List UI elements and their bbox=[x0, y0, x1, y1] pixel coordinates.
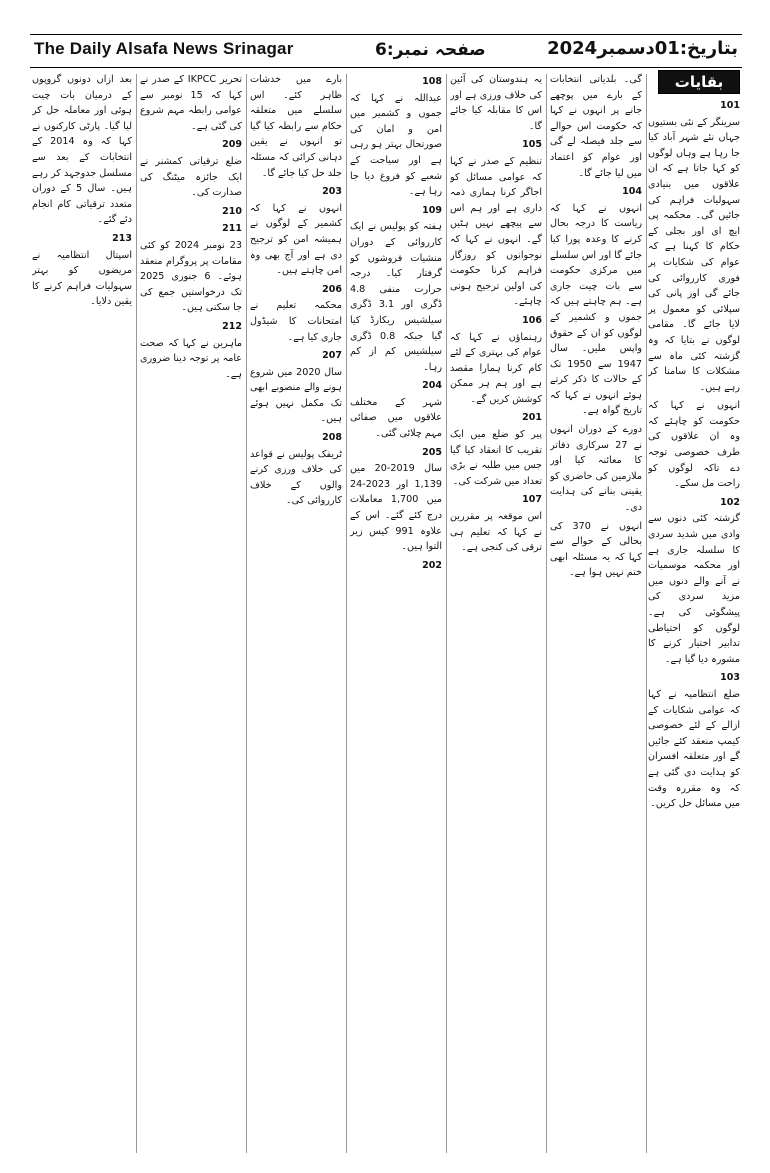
article-paragraph: اسپتال انتظامیہ نے مریضوں کو بہتر سہولیات فراہم کرنے کا یقین دلایا۔ bbox=[32, 249, 132, 308]
article-paragraph: محکمہ تعلیم نے امتحانات کا شیڈول جاری کیا ہے۔ bbox=[250, 300, 342, 343]
article-column-2 bbox=[550, 72, 642, 1147]
article-paragraph: رہنماؤں نے کہا کہ عوام کی بہتری کے لئے کام کرنا ہمارا مقصد ہے اور ہم ہر ممکن کوشش کریں گے۔ bbox=[450, 331, 542, 405]
story-continuation-number: 205 bbox=[422, 446, 442, 458]
column-divider bbox=[246, 74, 247, 1153]
section-heading-box bbox=[658, 70, 740, 94]
article-paragraph: دورے کے دوران انہوں نے 27 سرکاری دفاتر کا معائنہ کیا اور ملازمین کی حاضری کو یقینی بنانے کی ہدایت دی۔ bbox=[550, 424, 642, 514]
article-paragraph: ماہرین نے کہا کہ صحت عامہ پر توجہ دینا ضروری ہے۔ bbox=[140, 337, 242, 380]
story-continuation-number: 107 bbox=[522, 494, 542, 506]
article-paragraph: ضلع ترقیاتی کمشنر نے ایک جائزہ میٹنگ کی صدارت کی۔ bbox=[140, 155, 242, 199]
masthead bbox=[30, 34, 742, 68]
article-paragraph: گی۔ بلدیاتی انتخابات کے بارے میں پوچھے جانے پر انہوں نے کہا کہ حکومت اس حوالے سے جلد فیصلہ لے گی اور عوام کو اعتماد میں لیا جائے گا۔ bbox=[550, 74, 642, 179]
story-continuation-number: 102 bbox=[720, 496, 740, 508]
article-paragraph: 23 نومبر 2024 کو کئی مقامات پر پروگرام منعقد ہوئے۔ 6 جنوری 2025 تک درخواستیں جمع کی جا سکتی ہیں۔ bbox=[140, 239, 242, 314]
story-continuation-number: 213 bbox=[112, 232, 132, 244]
story-continuation-number: 203 bbox=[322, 186, 342, 198]
story-continuation-number: 106 bbox=[522, 314, 542, 326]
article-column-7 bbox=[32, 72, 132, 1147]
story-continuation-number: 210 bbox=[222, 205, 242, 217]
story-continuation-number: 201 bbox=[522, 412, 542, 424]
article-column-5 bbox=[250, 72, 342, 1147]
article-column-1 bbox=[648, 96, 740, 1147]
issue-date: بتاریخ:01دسمبر2024 bbox=[547, 38, 738, 59]
article-paragraph: ٹریفک پولیس نے قواعد کی خلاف ورزی کرنے والوں کے خلاف کارروائی کی۔ bbox=[250, 448, 342, 507]
story-continuation-number: 211 bbox=[222, 223, 242, 235]
story-continuation-number: 206 bbox=[322, 283, 342, 295]
article-paragraph: گزشتہ کئی دنوں سے وادی میں شدید سردی کا سلسلہ جاری ہے اور محکمہ موسمیات نے آنے والے دنوں میں مزید سردی کی پیشگوئی کی ہے۔ لوگوں کو احتیاطی تدابیر اختیار کرنے کا مشورہ دیا گیا ہے۔ bbox=[648, 513, 740, 665]
story-continuation-number: 209 bbox=[222, 139, 242, 151]
paper-name: The Daily Alsafa News Srinagar bbox=[34, 39, 294, 58]
article-paragraph: سال 2020 میں شروع ہونے والے منصوبے ابھی تک مکمل نہیں ہوئے ہیں۔ bbox=[250, 366, 342, 425]
article-paragraph: ضلع انتظامیہ نے کہا کہ عوامی شکایات کے ازالے کے لئے خصوصی کیمپ منعقد کئے جائیں گے اور متعلقہ افسران کو ہدایت دی گئی ہے کہ وہ مقررہ وقت میں مسائل حل کریں۔ bbox=[648, 688, 740, 810]
article-column-6 bbox=[140, 72, 242, 1147]
article-paragraph: انہوں نے کہا کہ ریاست کا درجہ بحال کرنے کا وعدہ پورا کیا جائے گا اور اس سلسلے میں مرکزی حکومت سے بات چیت جاری ہے۔ ہم چاہتے ہیں کہ جموں و کشمیر کے لوگوں کو ان کے حقوق واپس ملیں۔ سال 1947 سے 1950 تک کے حالات کا ذکر کرتے ہوئے انہوں نے کہا کہ تاریخ گواہ ہے۔ bbox=[550, 202, 642, 417]
article-paragraph: بعد ازاں دونوں گروپوں کے درمیان بات چیت ہوئی اور معاملہ حل کر لیا گیا۔ پارٹی کارکنوں نے کہا کہ وہ 2014 کے انتخابات کے بعد سے مسلسل جدوجہد کر رہے ہیں۔ سال 5 کے دوران متعدد ترقیاتی کام انجام دئے گئے۔ bbox=[32, 74, 132, 226]
article-column-4 bbox=[350, 72, 442, 1147]
article-paragraph: شہر کے مختلف علاقوں میں صفائی مہم چلائی گئی۔ bbox=[350, 396, 442, 440]
story-continuation-number: 208 bbox=[322, 432, 342, 444]
article-paragraph: عبداللہ نے کہا کہ جموں و کشمیر میں امن و امان کی صورتحال بہتر ہو رہی ہے اور سیاحت کے شعبے کو فروغ دیا جا رہا ہے۔ bbox=[350, 92, 442, 198]
article-paragraph: انہوں نے 370 کی بحالی کے حوالے سے کہا کہ یہ مسئلہ ابھی ختم نہیں ہوا ہے۔ bbox=[550, 520, 642, 579]
story-continuation-number: 204 bbox=[422, 380, 442, 392]
story-continuation-number: 103 bbox=[720, 672, 740, 684]
column-divider bbox=[546, 74, 547, 1153]
article-paragraph: یہ ہندوستان کی آئین کی خلاف ورزی ہے اور اس کا مقابلہ کیا جائے گا۔ bbox=[450, 74, 542, 132]
story-continuation-number: 101 bbox=[720, 100, 740, 111]
article-paragraph: انہوں نے کہا کہ حکومت کو چاہئے کہ وہ ان علاقوں کی طرف خصوصی توجہ دے تاکہ لوگوں کو راحت مل سکے۔ bbox=[648, 400, 740, 490]
article-paragraph: سرینگر کے نئی بستیوں جہاں نئے شہر آباد کیا جا رہا ہے وہاں لوگوں کو کہا جاتا ہے کہ ان علاقوں میں بنیادی سہولیات فراہم کی جائیں گی۔ محکمہ پی ایچ ای اور بجلی کے حکام کا کہنا ہے کہ عوام کی شکایات پر فوری کارروائی کی جائے گی اور پانی کی سپلائی کو معمول پر لایا جائے گا۔ مقامی لوگوں نے بتایا کہ وہ گزشتہ کئی ماہ سے مشکلات کا سامنا کر رہے ہیں۔ bbox=[648, 116, 740, 393]
article-paragraph: تحریر IKPCC کے صدر نے کہا کہ 15 نومبر سے عوامی رابطہ مہم شروع کی گئی ہے۔ bbox=[140, 74, 242, 132]
story-continuation-number: 207 bbox=[322, 350, 342, 362]
page-number: صفحہ نمبر:6 bbox=[375, 40, 486, 60]
story-continuation-number: 212 bbox=[222, 320, 242, 332]
article-paragraph: بارے میں خدشات ظاہر کئے۔ اس سلسلے میں متعلقہ حکام سے رابطہ کیا گیا تو انہوں نے یقین دہانی کرائی کہ مسئلہ جلد حل کیا جائے گا۔ bbox=[250, 74, 342, 179]
article-paragraph: ہفتہ کو پولیس نے ایک کارروائی کے دوران منشیات فروشوں کو گرفتار کیا۔ درجہ حرارت منفی 4.8 ڈگری اور 3.1 ڈگری سیلشیس ریکارڈ کیا گیا جبکہ 0.8 ڈگری سیلشیس کم از کم رہا۔ bbox=[350, 221, 442, 373]
story-continuation-number: 202 bbox=[422, 559, 442, 571]
article-paragraph: انہوں نے کہا کہ کشمیر کے لوگوں نے ہمیشہ امن کو ترجیح دی ہے اور آج بھی وہ امن چاہتے ہیں۔ bbox=[250, 202, 342, 277]
column-divider bbox=[136, 74, 137, 1153]
story-continuation-number: 109 bbox=[422, 204, 442, 216]
column-divider bbox=[346, 74, 347, 1153]
story-continuation-number: 105 bbox=[522, 139, 542, 151]
story-continuation-number: 104 bbox=[622, 186, 642, 198]
story-continuation-number: 108 bbox=[422, 76, 442, 87]
article-paragraph: سال 2019-20 میں 1,139 اور 2023-24 میں 1,700 معاملات درج کئے گئے۔ اس کے علاوہ 991 کیس زیر التوا ہیں۔ bbox=[350, 463, 442, 553]
column-divider bbox=[646, 74, 647, 1153]
article-paragraph: اس موقعہ پر مقررین نے کہا کہ تعلیم ہی ترقی کی کنجی ہے۔ bbox=[450, 511, 542, 554]
article-paragraph: پیر کو ضلع میں ایک تقریب کا انعقاد کیا گیا جس میں طلبہ نے بڑی تعداد میں شرکت کی۔ bbox=[450, 429, 542, 487]
article-column-3 bbox=[450, 72, 542, 1147]
column-divider bbox=[446, 74, 447, 1153]
article-paragraph: تنظیم کے صدر نے کہا کہ عوامی مسائل کو اجاگر کرنا ہماری ذمہ داری ہے اور ہم اس سے پیچھے نہیں ہٹیں گے۔ انہوں نے کہا کہ نوجوانوں کو روزگار فراہم کرنا حکومت کی اولین ترجیح ہونی چاہئے۔ bbox=[450, 155, 542, 308]
section-heading: بقایات bbox=[674, 73, 724, 91]
